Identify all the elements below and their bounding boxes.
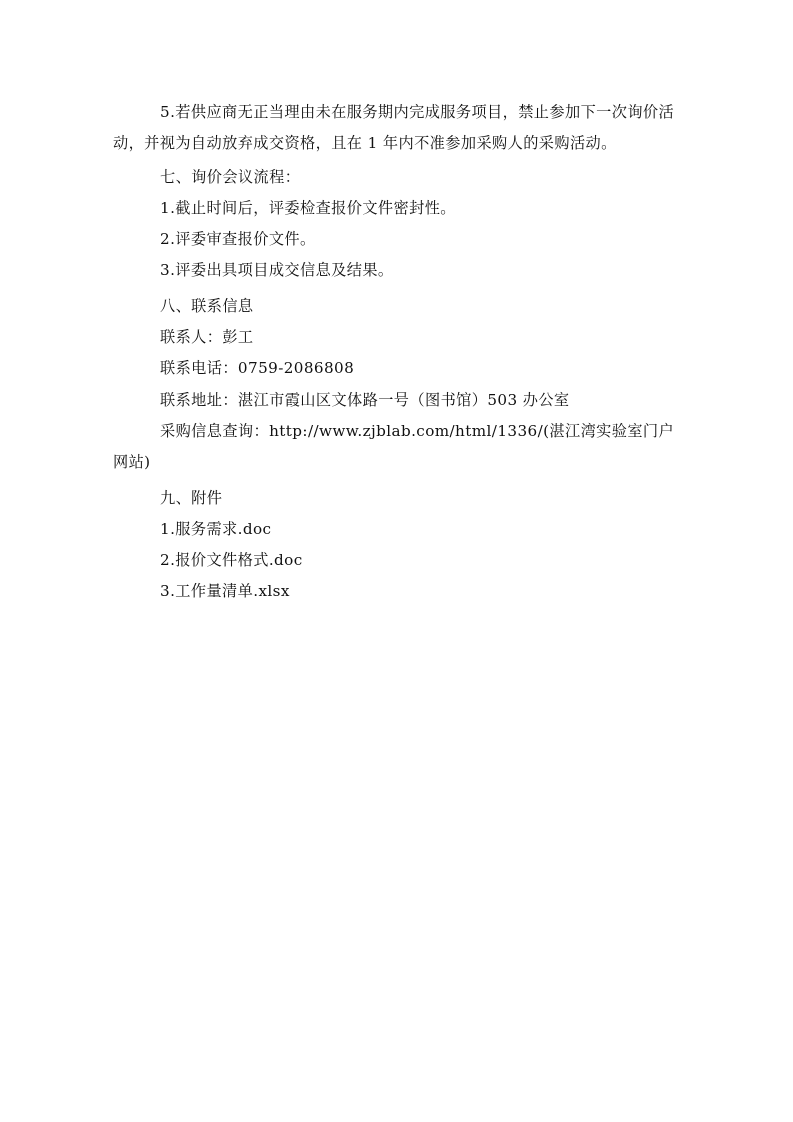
- attachment-3: 3.工作量清单.xlsx: [160, 582, 290, 601]
- section-7-heading: 七、询价会议流程：: [160, 167, 301, 186]
- attachment-2: 2.报价文件格式.doc: [160, 551, 303, 570]
- section-6-item-5: 5.若供应商无正当理由未在服务期内完成服务项目，禁止参加下一次询价活动，并视为自动放弃成交资格，且在 1 年内不准参加采购人的采购活动。: [113, 103, 675, 153]
- section-8-heading: 八、联系信息: [160, 296, 254, 315]
- section-9-heading: 九、附件: [160, 488, 223, 507]
- procurement-query-link: 采购信息查询：http://www.zjblab.com/html/1336/(湛江湾实验室门户网站): [113, 421, 675, 472]
- section-7-item-3: 3.评委出具项目成交信息及结果。: [160, 261, 394, 280]
- contact-person: 联系人：彭工: [160, 328, 254, 347]
- document-body: [113, 97, 683, 608]
- contact-address: 联系地址：湛江市霞山区文体路一号（图书馆）503 办公室: [160, 390, 570, 409]
- section-7-item-2: 2.评委审查报价文件。: [160, 230, 316, 249]
- contact-phone: 联系电话：0759-2086808: [160, 359, 355, 378]
- section-7-item-1: 1.截止时间后，评委检查报价文件密封性。: [160, 198, 456, 217]
- attachment-1: 1.服务需求.doc: [160, 519, 272, 538]
